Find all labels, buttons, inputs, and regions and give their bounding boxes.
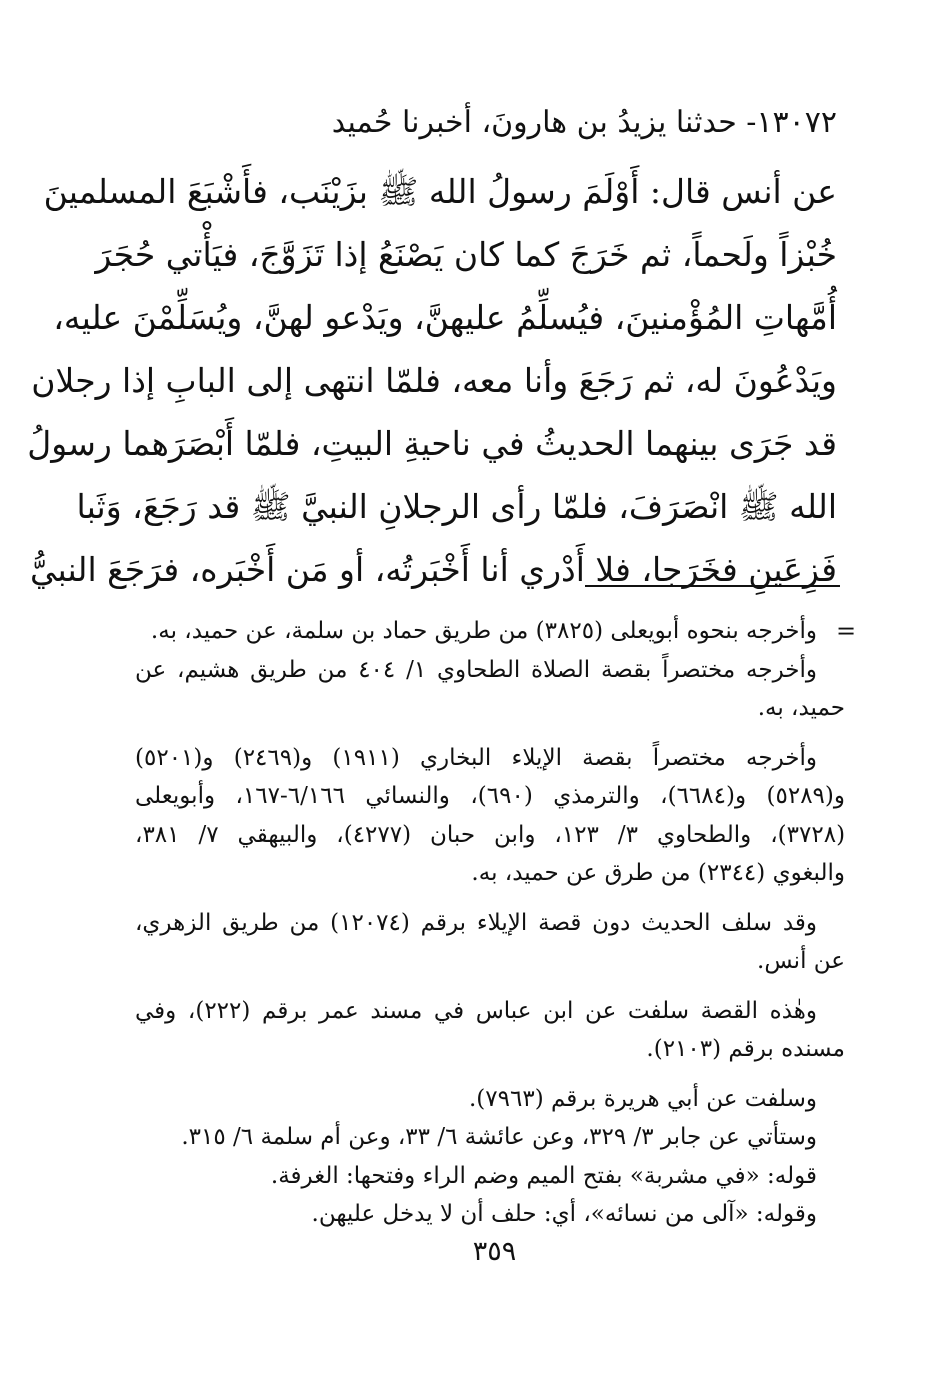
- footnote-line: وسلفت عن أبي هريرة برقم (٧٩٦٣).: [468, 1085, 817, 1112]
- page-number: ٣٥٩: [472, 1236, 517, 1267]
- footnote-line: مسنده برقم (٢١٠٣).: [646, 1036, 845, 1062]
- hadith-line: الله ﷺ انْصَرَفَ، فلمّا رأى الرجلانِ النبيَّ ﷺ قد رَجَعَ، وَثَبا: [76, 487, 837, 526]
- hadith-line: عن أنس قال: أَوْلَمَ رسولُ الله ﷺ بزَيْنَب، فأَشْبَعَ المسلمينَ: [43, 172, 837, 211]
- footnote-line: حميد، به.: [757, 695, 845, 721]
- continuation-marker: =: [836, 617, 857, 645]
- hadith-header: ١٣٠٧٢- حدثنا يزيدُ بن هارونَ، أخبرنا حُميد: [331, 105, 837, 140]
- footnote-separator: [585, 585, 840, 587]
- footnote-line: والبغوي (٢٣٤٤) من طرق عن حميد، به.: [471, 860, 845, 886]
- hadith-text: [27, 160, 837, 601]
- footnote-line: وقوله: «آلى من نسائه»، أي: حلف أن لا يدخل عليهن.: [311, 1201, 817, 1227]
- footnotes: [135, 612, 845, 1234]
- hadith-line: ويَدْعُونَ له، ثم رَجَعَ وأنا معه، فلمّا انتهى إلى البابِ إذا رجلان: [31, 361, 837, 400]
- hadith-line: أُمَّهاتِ المُؤْمنينَ، فيُسلِّمُ عليهنَّ، ويَدْعو لهنَّ، ويُسَلِّمْنَ عليه،: [53, 298, 837, 337]
- hadith-line: فَزِعَينِ فخَرَجا، فلا أَدْري أنا أَخْبَرتُه، أو مَن أَخْبَره، فرَجَعَ النبيُّ: [30, 550, 837, 589]
- footnote-line: وأخرجه مختصراً بقصة الإيلاء البخاري (١٩١١) و(٢٤٦٩) و(٥٢٠١): [135, 744, 817, 771]
- footnote-line: وقد سلف الحديث دون قصة الإيلاء برقم (١٢٠٧٤) من طريق الزهري،: [135, 909, 817, 936]
- footnote-line: وأخرجه مختصراً بقصة الصلاة الطحاوي ١/ ٤٠٤ من طريق هشيم، عن: [135, 656, 817, 683]
- footnote-line: عن أنس.: [757, 948, 845, 974]
- hadith-line: قد جَرَى بينهما الحديثُ في ناحيةِ البيتِ، فلمّا أَبْصَرَهما رسولُ: [27, 424, 837, 463]
- footnote-line: وهٰذه القصة سلفت عن ابن عباس في مسند عمر برقم (٢٢٢)، وفي: [135, 997, 817, 1024]
- footnote-line: وستأتي عن جابر ٣/ ٣٢٩، وعن عائشة ٦/ ٣٣، وعن أم سلمة ٦/ ٣١٥.: [181, 1124, 817, 1150]
- hadith-line: خُبْزاً ولَحماً، ثم خَرَجَ كما كان يَصْنَعُ إذا تَزَوَّجَ، فيَأْتي حُجَرَ: [95, 235, 837, 274]
- footnote-line: (٣٧٢٨)، والطحاوي ٣/ ١٢٣، وابن حبان (٤٢٧٧)، والبيهقي ٧/ ٣٨١،: [135, 821, 846, 848]
- footnote-line: قوله: «في مشربة» بفتح الميم وضم الراء وفتحها: الغرفة.: [270, 1162, 817, 1189]
- footnote-line: وأخرجه بنحوه أبويعلى (٣٨٢٥) من طريق حماد بن سلمة، عن حميد، به.: [150, 618, 817, 644]
- footnote-line: و(٥٢٨٩) و(٦٦٨٤)، والترمذي (٦٩٠)، والنسائي ٦/١٦٦-١٦٧، وأبويعلى: [135, 783, 845, 809]
